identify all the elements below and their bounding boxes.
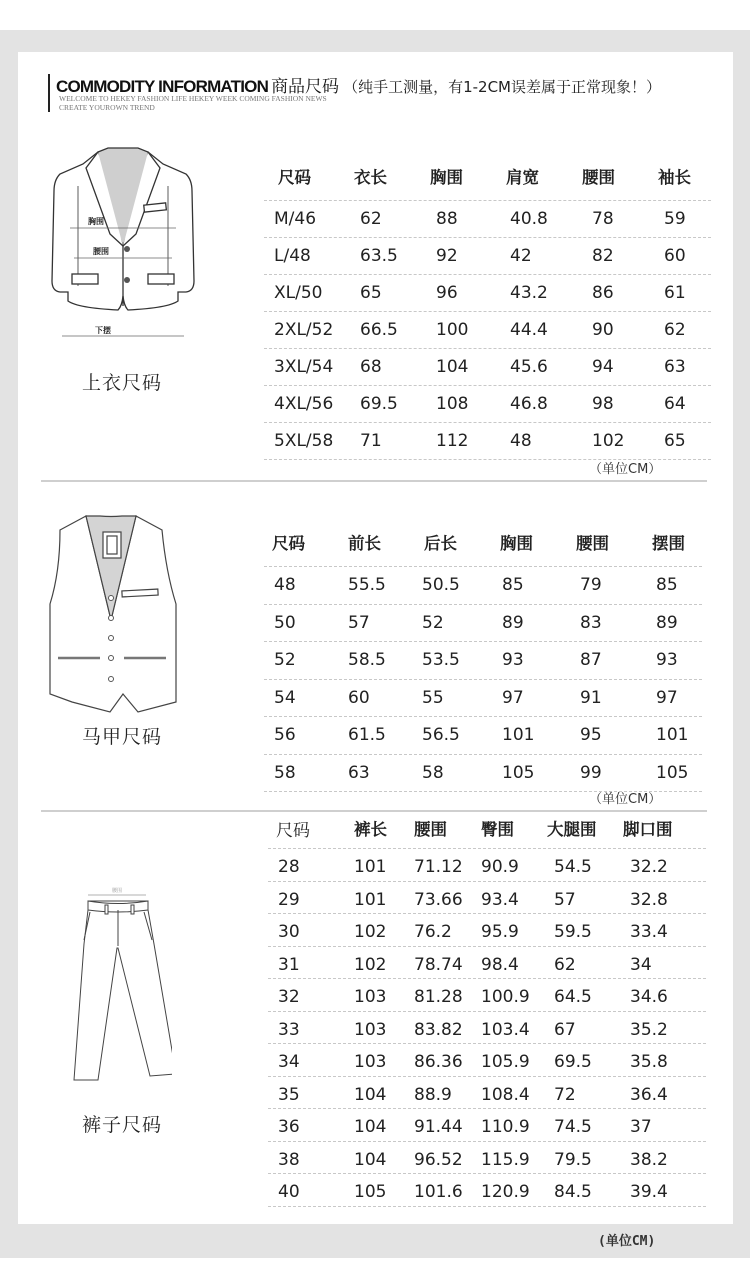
table-cell: 74.5 [554,1117,592,1137]
table-cell: 102 [354,954,387,975]
table-cell: 103 [354,1019,387,1040]
table-cell: 59 [664,209,686,229]
section-divider [41,480,707,482]
table-cell: 97 [656,687,678,708]
table-cell: 85 [656,575,678,595]
svg-text:胸围: 胸围 [88,217,104,226]
table-cell: 103 [354,1052,387,1072]
table-cell: 96.52 [414,1149,463,1170]
table-cell: 91.44 [414,1117,463,1137]
table-cell: L/48 [274,246,311,266]
table-cell: 61 [664,283,686,303]
table-cell: 90 [592,320,614,340]
column-header: 后长 [424,534,457,553]
subtitle-line-1: WELCOME TO HEKEY FASHION LIFE HEKEY WEEK COMING FASHION NEWS [59,94,327,103]
table-cell: 33 [278,1019,300,1040]
table-cell: 83 [580,612,602,633]
table-cell: 44.4 [510,320,548,340]
table-row [268,1142,706,1175]
table-cell: 93.4 [481,889,519,910]
table-cell: 42 [510,246,532,266]
table-row [264,642,702,680]
table-cell: 55 [422,687,444,708]
table-cell: 35.2 [630,1019,668,1040]
column-header: 尺码 [272,534,305,553]
table-cell: 58 [274,762,296,783]
table-cell: 28 [278,857,300,877]
table-cell: 104 [436,357,469,377]
table-cell: 52 [274,650,296,670]
table-row [264,680,702,718]
table-cell: 69.5 [554,1052,592,1072]
measurement-note: （纯手工测量，有1-2CM误差属于正常现象！） [343,78,661,96]
table-cell: 112 [436,431,469,451]
table-row [268,914,706,947]
pants-unit-note: (单位CM) [598,1234,656,1249]
table-cell: 34.6 [630,987,668,1007]
table-cell: 63 [348,762,370,783]
table-cell: 120.9 [481,1182,530,1202]
table-cell: 37 [630,1117,652,1137]
table-cell: 68 [360,357,382,377]
table-row [268,947,706,980]
table-cell: 35.8 [630,1052,668,1072]
table-cell: 32 [278,987,300,1007]
table-cell: 101 [502,725,535,745]
table-cell: 82 [592,246,614,266]
table-cell: 95 [580,725,602,745]
table-cell: 105 [354,1182,387,1202]
table-cell: 101 [656,725,689,745]
table-cell: 97 [502,687,524,708]
table-cell: 105.9 [481,1052,530,1072]
table-cell: 86.36 [414,1052,463,1072]
vest-unit-note: （单位CM） [589,792,662,807]
table-cell: 66.5 [360,320,398,340]
column-header: 腰围 [576,534,609,553]
table-cell: 40.8 [510,209,548,229]
table-cell: 91 [580,687,602,708]
table-cell: 50.5 [422,575,460,595]
table-row [264,349,711,386]
table-cell: 72 [554,1084,576,1105]
jacket-size-label: 上衣尺码 [82,372,163,394]
pants-size-label: 裤子尺码 [82,1114,163,1136]
table-cell: 88.9 [414,1084,452,1105]
title-en: COMMODITY INFORMATION [56,77,269,96]
column-header: 脚口围 [623,820,673,839]
table-cell: 33.4 [630,922,668,942]
table-cell: 54 [274,687,296,708]
column-header: 袖长 [658,168,691,187]
table-cell: 62 [554,954,576,975]
table-cell: 31 [278,954,300,975]
table-cell: 30 [278,922,300,942]
table-cell: 100.9 [481,987,530,1007]
table-cell: 89 [502,612,524,633]
table-cell: 96 [436,283,458,303]
table-cell: 36.4 [630,1084,668,1105]
table-header [264,160,711,201]
table-cell: 69.5 [360,394,398,414]
table-cell: M/46 [274,209,317,229]
column-header: 衣长 [354,168,387,187]
table-cell: 103.4 [481,1019,530,1040]
table-cell: 34 [278,1052,300,1072]
table-cell: 104 [354,1084,387,1105]
table-cell: 79.5 [554,1149,592,1170]
table-cell: 43.2 [510,283,548,303]
table-cell: 60 [664,246,686,266]
table-cell: 29 [278,889,300,910]
table-cell: 5XL/58 [274,431,334,451]
table-row [268,882,706,915]
table-cell: 79 [580,575,602,595]
table-cell: 38.2 [630,1149,668,1170]
title-cn: 商品尺码 [271,77,340,97]
column-header: 尺码 [276,821,310,841]
table-cell: 57 [348,612,370,633]
table-cell: 101 [354,857,387,877]
svg-text:腰围: 腰围 [93,247,109,256]
table-cell: 93 [502,650,524,670]
column-header: 前长 [348,534,381,553]
table-row [268,979,706,1012]
column-header: 腰围 [582,168,615,187]
column-header: 大腿围 [547,820,597,839]
table-cell: 65 [664,431,686,451]
table-cell: 45.6 [510,357,548,377]
column-header: 腰围 [414,820,447,839]
table-cell: 58.5 [348,650,386,670]
table-cell: 52 [422,612,444,633]
table-cell: 73.66 [414,889,463,910]
table-cell: 34 [630,954,652,975]
table-cell: 36 [278,1117,300,1137]
pants-icon [62,884,172,1084]
table-cell: 100 [436,320,469,340]
table-cell: 101.6 [414,1182,463,1202]
table-cell: 108 [436,394,469,414]
table-cell: 103 [354,987,387,1007]
table-row [268,1044,706,1077]
table-row [264,201,711,238]
table-cell: 32.2 [630,857,668,877]
table-row [264,605,702,643]
table-row [264,312,711,349]
column-header: 裤长 [354,820,387,839]
jacket-icon [48,146,198,346]
table-cell: 54.5 [554,857,592,877]
table-cell: 102 [592,431,625,451]
table-cell: 62 [664,320,686,340]
table-cell: 3XL/54 [274,357,334,377]
table-cell: 32.8 [630,889,668,910]
vest-size-label: 马甲尺码 [82,726,163,748]
table-row [264,755,702,793]
table-row [268,849,706,882]
table-cell: 101 [354,889,387,910]
table-row [264,423,711,460]
table-cell: 62 [360,209,382,229]
table-row [268,1077,706,1110]
table-cell: 98.4 [481,954,519,975]
table-cell: 38 [278,1149,300,1170]
table-cell: 48 [274,575,296,595]
table-cell: 46.8 [510,394,548,414]
table-cell: 115.9 [481,1149,530,1170]
table-cell: 87 [580,650,602,670]
column-header: 胸围 [500,534,533,553]
jacket-unit-note: （单位CM） [589,462,662,477]
table-header [264,526,702,567]
table-cell: 4XL/56 [274,394,334,414]
svg-text:腰围: 腰围 [112,888,123,894]
table-cell: 95.9 [481,922,519,942]
table-header [268,812,706,849]
table-cell: 88 [436,209,458,229]
table-cell: 35 [278,1084,300,1105]
table-cell: 60 [348,687,370,708]
table-cell: 71.12 [414,857,463,877]
table-cell: 57 [554,889,576,910]
table-cell: 40 [278,1182,300,1202]
table-cell: 67 [554,1019,576,1040]
table-cell: 83.82 [414,1019,463,1040]
table-cell: 76.2 [414,922,452,942]
table-cell: XL/50 [274,283,323,303]
table-cell: 63 [664,357,686,377]
table-cell: 48 [510,431,532,451]
table-cell: 81.28 [414,987,463,1007]
table-row [268,1174,706,1207]
column-header: 臀围 [481,820,514,839]
table-cell: 64 [664,394,686,414]
table-row [264,238,711,275]
table-cell: 59.5 [554,922,592,942]
table-cell: 65 [360,283,382,303]
table-cell: 99 [580,762,602,783]
table-cell: 104 [354,1149,387,1170]
column-header: 胸围 [430,168,463,187]
vest-icon [48,512,178,717]
table-cell: 2XL/52 [274,320,334,340]
header-subtitle [59,94,327,112]
table-cell: 63.5 [360,246,398,266]
table-cell: 78.74 [414,954,463,975]
table-cell: 56.5 [422,725,460,745]
table-cell: 92 [436,246,458,266]
table-row [268,1109,706,1142]
svg-text:下摆: 下摆 [95,326,111,335]
table-cell: 105 [656,762,689,783]
table-row [268,1012,706,1045]
table-cell: 85 [502,575,524,595]
table-cell: 64.5 [554,987,592,1007]
column-header: 摆围 [652,534,685,553]
table-cell: 78 [592,209,614,229]
table-cell: 58 [422,762,444,783]
table-cell: 71 [360,431,382,451]
column-header: 尺码 [278,168,311,187]
table-cell: 55.5 [348,575,386,595]
table-cell: 108.4 [481,1084,530,1105]
table-cell: 98 [592,394,614,414]
header-accent-bar [48,74,50,112]
table-row [264,717,702,755]
column-header: 肩宽 [506,168,539,187]
table-row [264,275,711,312]
table-cell: 89 [656,612,678,633]
table-cell: 86 [592,283,614,303]
table-row [264,567,702,605]
table-cell: 53.5 [422,650,460,670]
table-cell: 61.5 [348,725,386,745]
table-cell: 102 [354,922,387,942]
table-cell: 56 [274,725,296,745]
table-cell: 104 [354,1117,387,1137]
subtitle-line-2: CREATE YOUROWN TREND [59,103,155,112]
table-cell: 110.9 [481,1117,530,1137]
table-cell: 93 [656,650,678,670]
table-cell: 90.9 [481,857,519,877]
table-cell: 50 [274,612,296,633]
table-cell: 94 [592,357,614,377]
table-cell: 84.5 [554,1182,592,1202]
table-row [264,386,711,423]
table-cell: 105 [502,762,535,783]
table-cell: 39.4 [630,1182,668,1202]
